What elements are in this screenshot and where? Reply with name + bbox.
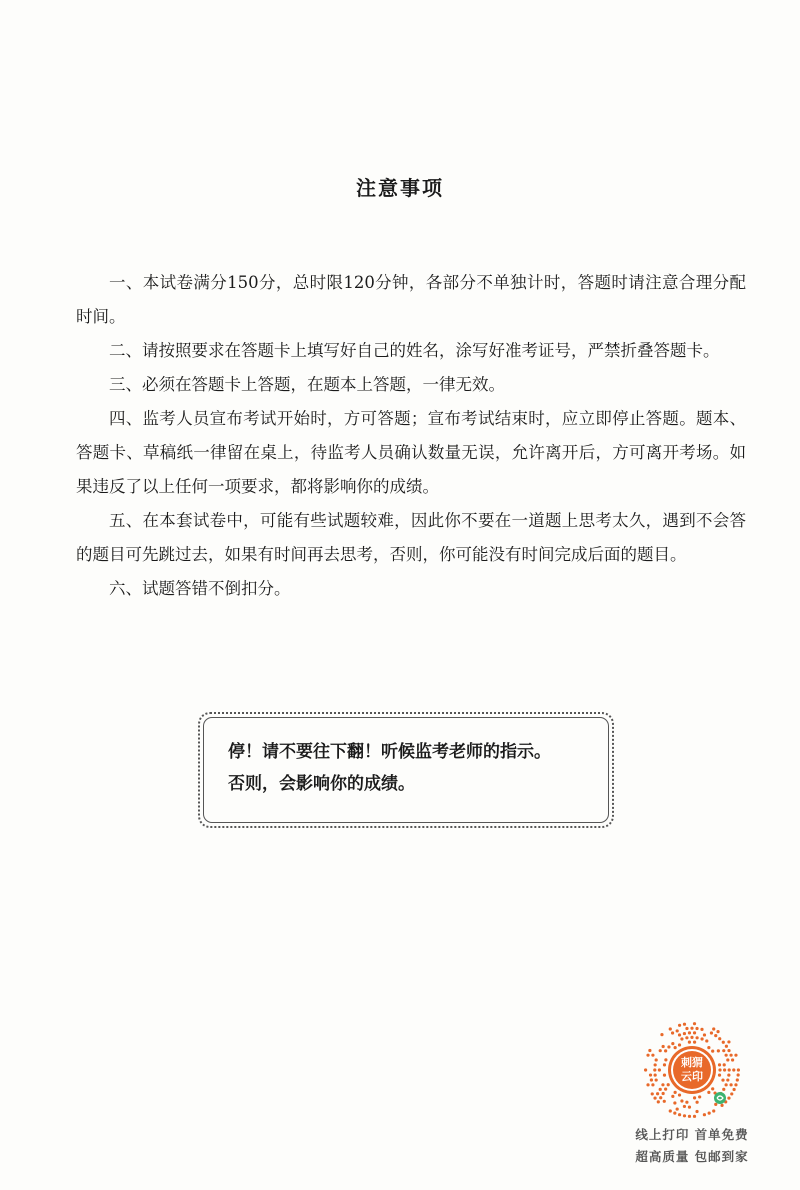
- qr-code-graphic: [640, 1018, 744, 1122]
- notes-list: [76, 266, 746, 606]
- page-title: 注意事项: [356, 176, 444, 200]
- promo-caption-2: 超高质量 包邮到家: [635, 1149, 749, 1164]
- note-item-5: 五、在本套试卷中，可能有些试题较难，因此你不要在一道题上思考太久，遇到不会答的题目可先跳过去，如果有时间再去思考，否则，你可能没有时间完成后面的题目。: [76, 511, 746, 564]
- note-item-3: 三、必须在答题卡上答题，在题本上答题，一律无效。: [109, 375, 505, 394]
- logo-text-bottom: 云印: [681, 1070, 703, 1083]
- stop-notice-box: [198, 712, 614, 828]
- stop-notice-inner: [203, 717, 609, 823]
- logo-text-top: 刺猬: [681, 1056, 703, 1069]
- stop-notice-line-2: 否则，会影响你的成绩。: [228, 774, 415, 794]
- mini-program-qr-icon[interactable]: [640, 1018, 744, 1122]
- note-item-4: 四、监考人员宣布考试开始时，方可答题；宣布考试结束时，应立即停止答题。题本、答题卡、草稿纸一律留在桌上，待监考人员确认数量无误，允许离开后，方可离开考场。如果违反了以上任何一项要求，都将影响你的成绩。: [76, 409, 746, 496]
- stop-notice-line-1: 停！请不要往下翻！听候监考老师的指示。: [228, 742, 551, 762]
- note-item-1: 一、本试卷满分150分，总时限120分钟，各部分不单独计时，答题时请注意合理分配时间。: [76, 273, 746, 326]
- note-item-6: 六、试题答错不倒扣分。: [109, 579, 291, 598]
- mini-program-badge-icon: [714, 1092, 726, 1104]
- note-item-2: 二、请按照要求在答题卡上填写好自己的姓名，涂写好准考证号，严禁折叠答题卡。: [109, 341, 720, 360]
- promo-caption-1: 线上打印 首单免费: [635, 1127, 749, 1142]
